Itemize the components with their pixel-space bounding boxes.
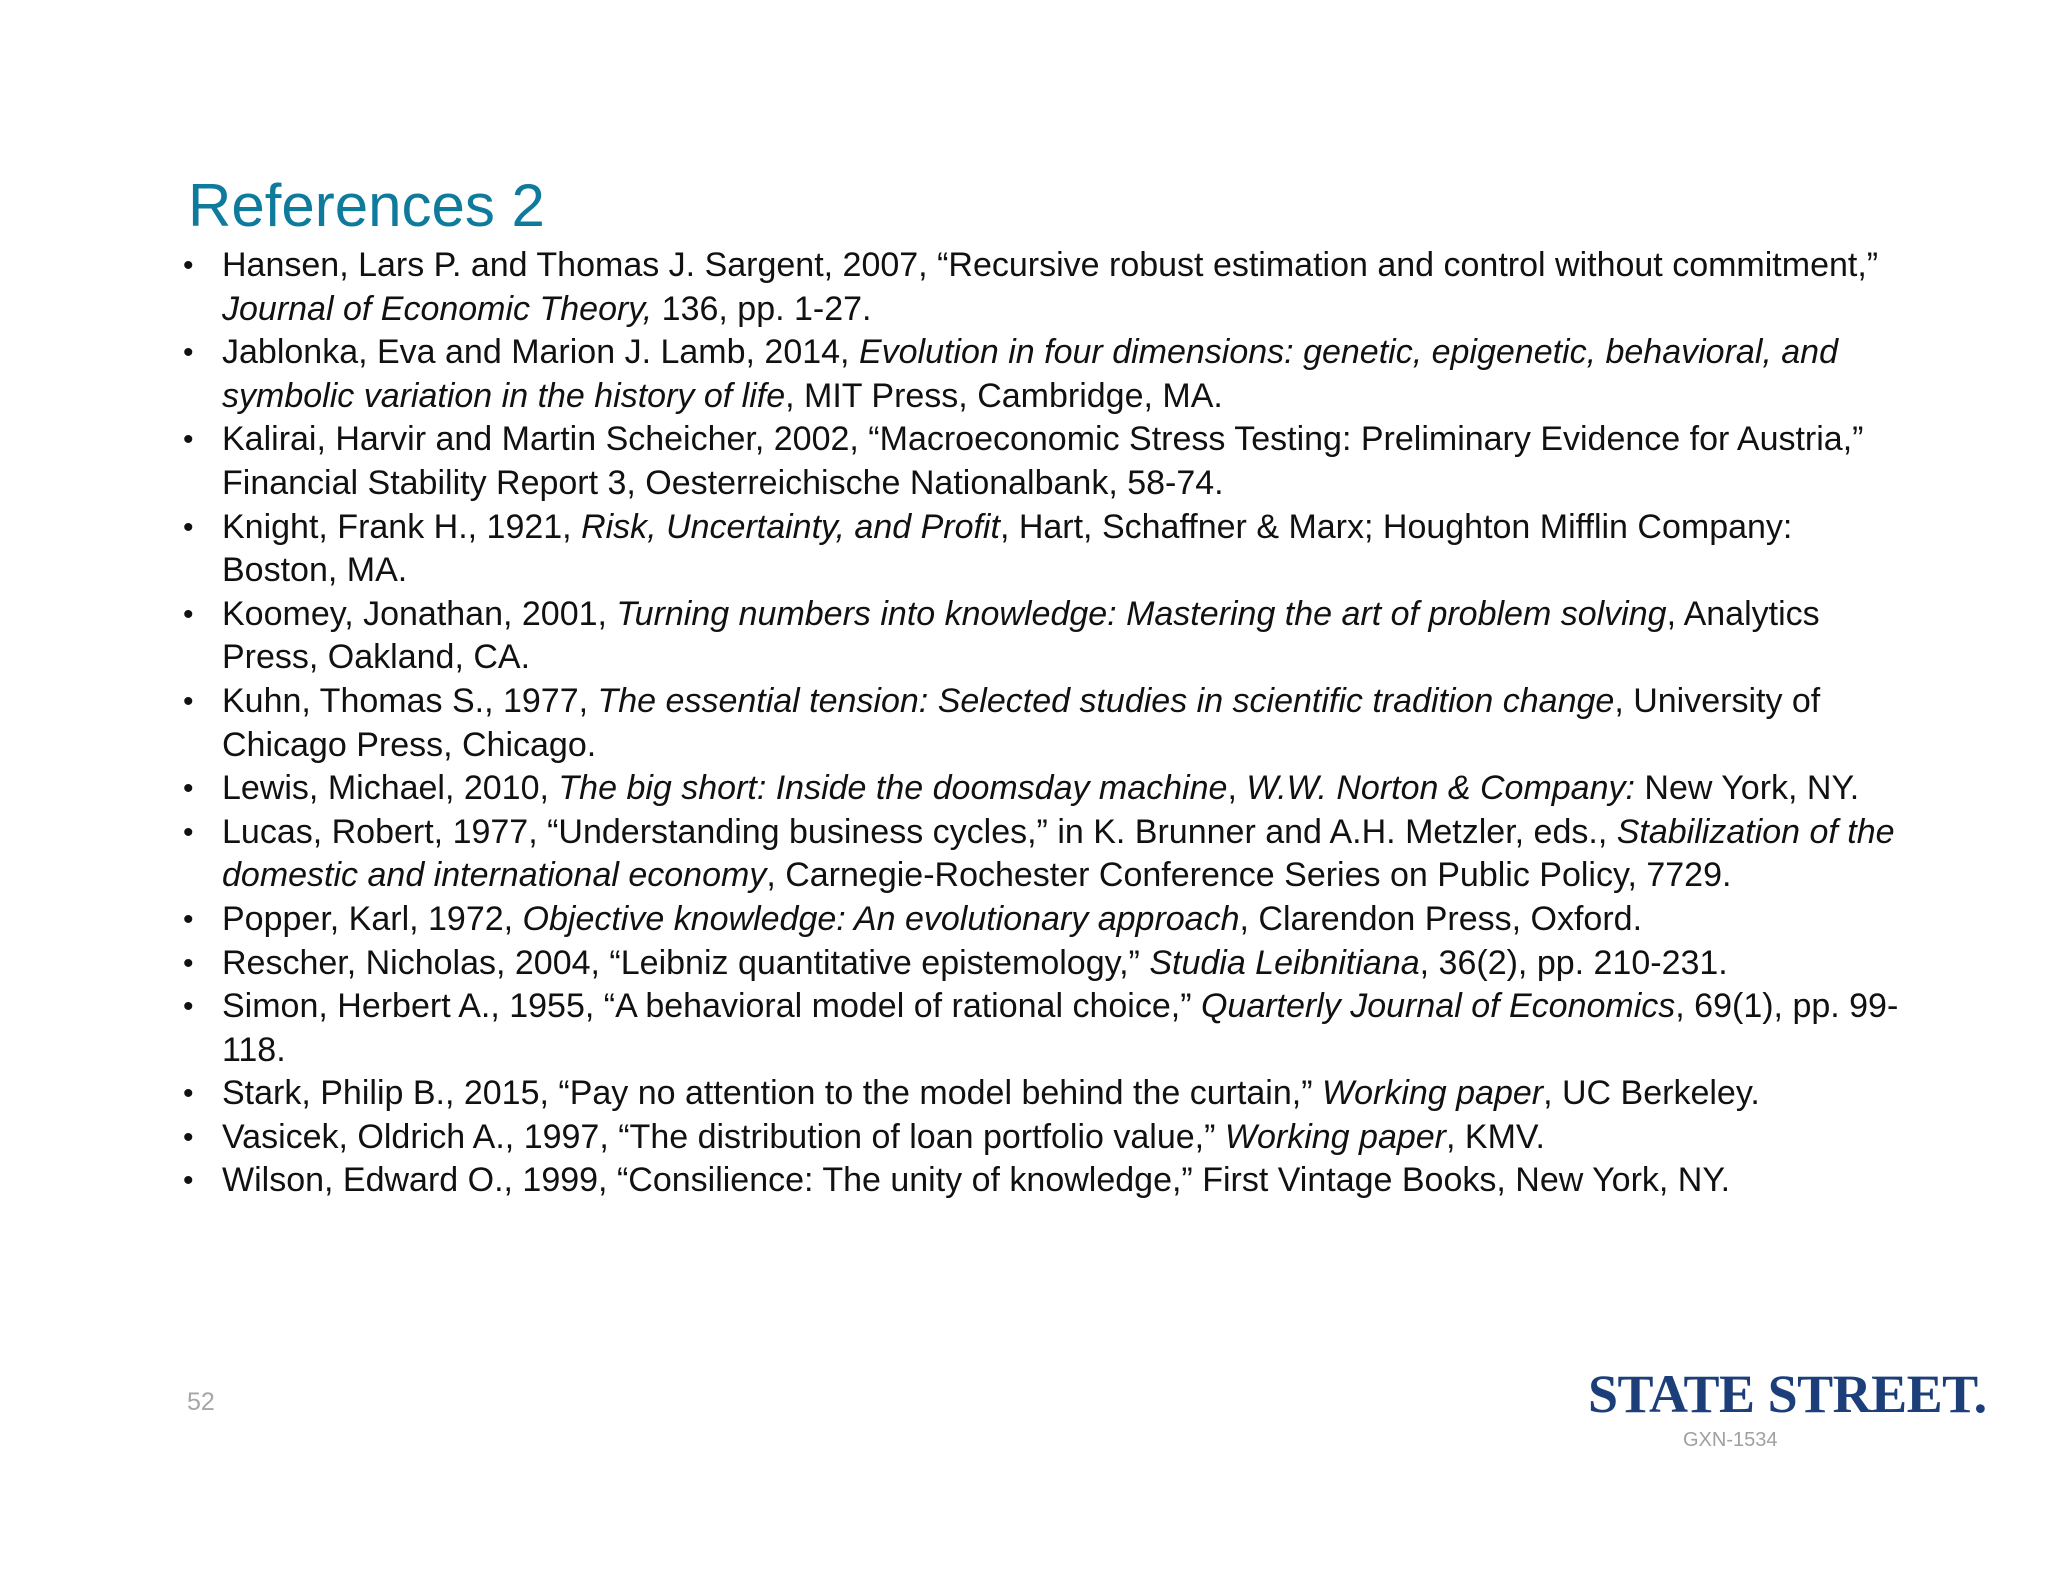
reference-text-segment: , bbox=[1227, 769, 1247, 808]
page-number: 52 bbox=[187, 1388, 215, 1416]
reference-text-segment: Knight, Frank H., 1921, bbox=[222, 507, 582, 546]
bullet-icon: • bbox=[183, 597, 194, 631]
reference-item bbox=[183, 942, 1903, 986]
reference-text bbox=[222, 682, 1820, 764]
reference-text bbox=[222, 246, 1878, 328]
reference-text-segment: Wilson, Edward O., 1999, “Consilience: The unity of knowledge,” First Vintage Books, New York, NY. bbox=[222, 1161, 1731, 1200]
reference-title-italic: The essential tension: Selected studies in scientific tradition change bbox=[597, 681, 1615, 720]
reference-text-segment: Lucas, Robert, 1977, “Understanding business cycles,” in K. Brunner and A.H. Metzler, eds., bbox=[222, 812, 1617, 851]
reference-title-italic: Quarterly Journal of Economics bbox=[1200, 987, 1676, 1026]
bullet-icon: • bbox=[183, 684, 194, 718]
reference-text-segment: , 36(2), pp. 210-231. bbox=[1419, 943, 1728, 982]
reference-title-italic: Stabilization of the domestic and international economy bbox=[222, 812, 1895, 895]
bullet-icon: • bbox=[183, 1120, 194, 1154]
bullet-icon: • bbox=[183, 946, 194, 980]
reference-text-segment: Kuhn, Thomas S., 1977, bbox=[222, 681, 598, 720]
reference-item bbox=[183, 331, 1903, 418]
reference-text-segment: , Analytics Press, Oakland, CA. bbox=[222, 594, 1820, 677]
bullet-icon: • bbox=[183, 336, 194, 370]
bullet-icon: • bbox=[183, 902, 194, 936]
reference-item bbox=[183, 680, 1903, 767]
reference-title-italic: Journal of Economic Theory, bbox=[222, 289, 653, 328]
reference-item bbox=[183, 418, 1903, 505]
reference-title-italic: Objective knowledge: An evolutionary approach bbox=[522, 899, 1240, 938]
slide-title: References 2 bbox=[188, 172, 545, 239]
reference-item bbox=[183, 1072, 1903, 1116]
reference-text bbox=[222, 769, 1859, 807]
reference-item bbox=[183, 985, 1903, 1072]
reference-text-segment: Koomey, Jonathan, 2001, bbox=[222, 594, 617, 633]
reference-item bbox=[183, 244, 1903, 331]
reference-text bbox=[222, 987, 1898, 1069]
reference-title-italic: The big short: Inside the doomsday machine bbox=[558, 769, 1228, 808]
bullet-icon: • bbox=[183, 423, 194, 457]
reference-title-italic: Studia Leibnitiana bbox=[1149, 943, 1420, 982]
reference-item bbox=[183, 1116, 1903, 1160]
reference-text-segment: , UC Berkeley. bbox=[1543, 1074, 1760, 1113]
bullet-icon: • bbox=[183, 1077, 194, 1111]
reference-text-segment: Hansen, Lars P. and Thomas J. Sargent, 2007, “Recursive robust estimation and control without commitment,” bbox=[222, 246, 1879, 284]
reference-text bbox=[222, 900, 1642, 938]
reference-text-segment: Kalirai, Harvir and Martin Scheicher, 2002, “Macroeconomic Stress Testing: Preliminary Evidence for Austria,” Financial Stability Report 3, Oesterreichische Nationalbank, 58-74. bbox=[222, 420, 1864, 502]
reference-title-italic: Risk, Uncertainty, and Profit bbox=[581, 507, 1000, 546]
reference-text bbox=[222, 944, 1728, 982]
reference-text bbox=[222, 508, 1792, 590]
reference-text-segment: New York, NY. bbox=[1634, 769, 1860, 808]
document-code: GXN-1534 bbox=[1683, 1429, 1778, 1451]
reference-text bbox=[222, 1161, 1730, 1199]
reference-item bbox=[183, 811, 1903, 898]
reference-text-segment: , Hart, Schaffner & Marx; Houghton Mifflin Company: Boston, MA. bbox=[222, 507, 1793, 590]
reference-title-italic: Working paper bbox=[1322, 1074, 1544, 1113]
reference-item bbox=[183, 767, 1903, 811]
reference-text-segment: Lewis, Michael, 2010, bbox=[222, 769, 559, 808]
reference-item bbox=[183, 1159, 1903, 1203]
bullet-icon: • bbox=[183, 815, 194, 849]
reference-text-segment: Vasicek, Oldrich A., 1997, “The distribution of loan portfolio value,” bbox=[222, 1117, 1225, 1156]
bullet-icon: • bbox=[183, 249, 194, 282]
reference-item bbox=[183, 506, 1903, 593]
reference-text bbox=[222, 1074, 1760, 1112]
reference-text bbox=[222, 595, 1820, 677]
reference-title-italic: W.W. Norton & Company: bbox=[1246, 769, 1635, 808]
bullet-icon: • bbox=[183, 510, 194, 544]
reference-text-segment: , MIT Press, Cambridge, MA. bbox=[785, 376, 1223, 415]
state-street-logo: STATE STREET. bbox=[1588, 1364, 1987, 1424]
reference-text-segment: , University of Chicago Press, Chicago. bbox=[222, 681, 1821, 764]
reference-text-segment: Stark, Philip B., 2015, “Pay no attention to the model behind the curtain,” bbox=[222, 1074, 1322, 1113]
reference-text bbox=[222, 813, 1895, 895]
reference-text-segment: Jablonka, Eva and Marion J. Lamb, 2014, bbox=[222, 333, 859, 372]
reference-title-italic: Turning numbers into knowledge: Mastering the art of problem solving bbox=[616, 594, 1667, 633]
reference-text-segment: , KMV. bbox=[1446, 1117, 1545, 1156]
reference-text bbox=[222, 333, 1838, 415]
bullet-icon: • bbox=[183, 772, 194, 806]
reference-list bbox=[183, 244, 1903, 1203]
reference-text-segment: , Carnegie-Rochester Conference Series on Public Policy, 7729. bbox=[766, 856, 1732, 895]
bullet-icon: • bbox=[183, 990, 194, 1024]
reference-text-segment: , Clarendon Press, Oxford. bbox=[1239, 899, 1643, 938]
reference-title-italic: Evolution in four dimensions: genetic, epigenetic, behavioral, and symbolic variation in the history of life bbox=[222, 333, 1838, 415]
reference-text-segment: 136, pp. 1-27. bbox=[652, 289, 872, 328]
reference-text-segment: , 69(1), pp. 99-118. bbox=[222, 987, 1899, 1069]
reference-text-segment: Simon, Herbert A., 1955, “A behavioral model of rational choice,” bbox=[222, 987, 1201, 1026]
reference-title-italic: Working paper bbox=[1224, 1117, 1446, 1156]
reference-text bbox=[222, 1118, 1545, 1156]
reference-text bbox=[222, 420, 1863, 502]
reference-item bbox=[183, 898, 1903, 942]
bullet-icon: • bbox=[183, 1164, 194, 1198]
reference-item bbox=[183, 593, 1903, 680]
reference-text-segment: Popper, Karl, 1972, bbox=[222, 899, 523, 938]
reference-text-segment: Rescher, Nicholas, 2004, “Leibniz quantitative epistemology,” bbox=[222, 943, 1150, 982]
